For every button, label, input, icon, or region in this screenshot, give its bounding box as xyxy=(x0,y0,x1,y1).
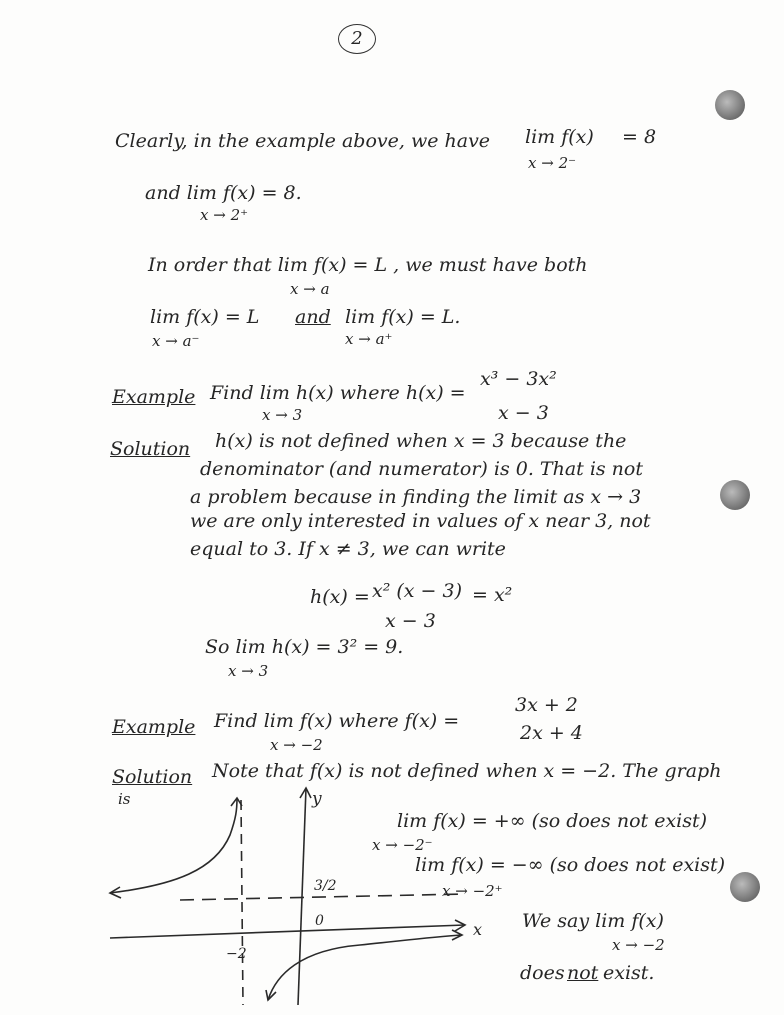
solution2-label: Solution xyxy=(112,766,193,788)
solution1-line: h(x) is not defined when x = 3 because the xyxy=(215,430,627,452)
right-branch xyxy=(268,935,462,1000)
rule-sub1: x → a xyxy=(290,280,330,298)
y-axis-label: y xyxy=(312,789,322,809)
intro-sub1: x → 2⁻ xyxy=(528,154,577,172)
solution1-line: we are only interested in values of x near 3, not xyxy=(190,510,651,532)
example1-label: Example xyxy=(112,386,196,408)
solution1-line: equal to 3. If x ≠ 3, we can write xyxy=(190,538,506,560)
example2-numerator: 3x + 2 xyxy=(515,694,578,716)
limit-left-sub: x → −2⁻ xyxy=(372,836,433,854)
example1-numerator: x³ − 3x² xyxy=(480,368,557,390)
example2-sub: x → −2 xyxy=(270,736,323,754)
conclusion-does: does xyxy=(520,962,565,984)
rule-sub2b: x → a⁺ xyxy=(345,330,393,348)
intro-lim1: lim f(x) xyxy=(525,126,594,148)
solution2-text: Note that f(x) is not defined when x = −2. The graph xyxy=(212,760,722,782)
solution2-is: is xyxy=(118,790,131,808)
horizontal-asymptote xyxy=(180,894,465,900)
page-number: 2 xyxy=(338,24,376,54)
solution1-eq-right: = x² xyxy=(472,584,513,606)
conclusion-not: not xyxy=(567,962,599,984)
example2-text: Find lim f(x) where f(x) = xyxy=(214,710,460,732)
asymptote-label: 3/2 xyxy=(314,878,337,894)
intro-line1: Clearly, in the example above, we have xyxy=(115,130,491,152)
example1-sub: x → 3 xyxy=(262,406,303,424)
solution1-label: Solution xyxy=(110,438,191,460)
left-branch xyxy=(110,798,237,893)
rule-line2a: lim f(x) = L xyxy=(150,306,260,328)
example1-denominator: x − 3 xyxy=(498,402,549,424)
intro-sub2: x → 2⁺ xyxy=(200,206,249,224)
origin-label: 0 xyxy=(315,913,324,929)
x-axis-label: x xyxy=(473,920,483,939)
rule-line1: In order that lim f(x) = L , we must have both xyxy=(148,254,588,276)
intro-line2: and lim f(x) = 8. xyxy=(145,182,302,204)
solution1-so-line: So lim h(x) = 3² = 9. xyxy=(205,636,404,658)
solution1-eq-left: h(x) = xyxy=(310,586,370,608)
conclusion-sub: x → −2 xyxy=(612,936,665,954)
tick-label: −2 xyxy=(226,946,247,962)
limit-right-sub: x → −2⁺ xyxy=(442,882,503,900)
y-axis xyxy=(298,788,306,1005)
rule-line2b: lim f(x) = L. xyxy=(345,306,461,328)
solution1-line: a problem because in finding the limit as x → 3 xyxy=(190,486,642,508)
solution1-line: denominator (and numerator) is 0. That is not xyxy=(200,458,643,480)
conclusion-exist: exist. xyxy=(603,962,655,984)
example1-text: Find lim h(x) where h(x) = xyxy=(210,382,466,404)
intro-eq1: = 8 xyxy=(622,126,657,148)
x-axis xyxy=(110,925,465,938)
example2-denominator: 2x + 4 xyxy=(520,722,583,744)
solution1-eq-num: x² (x − 3) xyxy=(372,580,462,602)
solution1-eq-den: x − 3 xyxy=(385,610,436,632)
solution1-so-sub: x → 3 xyxy=(228,662,269,680)
conclusion-line1: We say lim f(x) xyxy=(522,910,664,932)
rule-sub2a: x → a⁻ xyxy=(152,332,200,350)
limit-right: lim f(x) = −∞ (so does not exist) xyxy=(415,854,726,876)
vertical-asymptote xyxy=(241,800,243,1005)
example2-label: Example xyxy=(112,716,196,738)
limit-left: lim f(x) = +∞ (so does not exist) xyxy=(397,810,708,832)
rule-and: and xyxy=(295,306,331,328)
